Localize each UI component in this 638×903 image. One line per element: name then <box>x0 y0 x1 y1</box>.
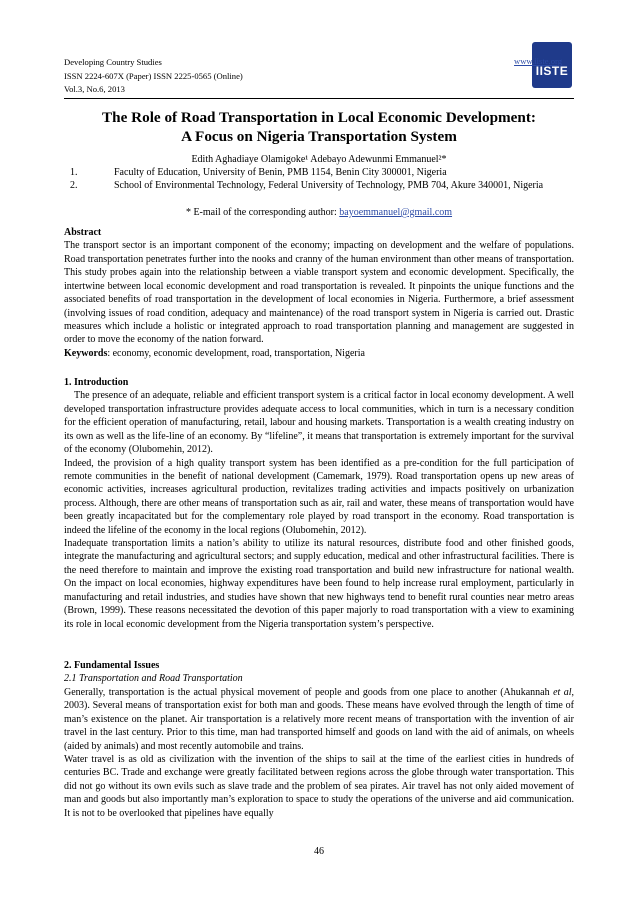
journal-issn: ISSN 2224-607X (Paper) ISSN 2225-0565 (Online) <box>64 70 243 81</box>
abstract-section <box>64 226 574 360</box>
page-number: 46 <box>314 846 324 857</box>
header-divider <box>64 98 574 99</box>
affiliation-text: School of Environmental Technology, Federal University of Technology, PMB 704, Akure 340001, Nigeria <box>114 180 544 192</box>
affiliation-text: Faculty of Education, University of Benin, PMB 1154, Benin City 300001, Nigeria <box>114 167 447 178</box>
section-1-heading: 1. Introduction <box>64 377 129 388</box>
title-line-1: The Role of Road Transportation in Local Economic Development: <box>102 109 536 126</box>
text-run: , 2003). Several means of transportation exist for both man and goods. These means have evolved through the length of time of man’s existence on the planet. Air transportation is a relatively more recent means of transportation with the invention of air travel in the last century. Prior to this time, man had transported himself and goods on land with the aid of animals, on wheels (aided by animals) and most recently automobile and trains. <box>64 686 574 752</box>
keywords-label: Keywords <box>64 347 108 359</box>
intro-paragraph-3: Inadequate transportation limits a nation’s ability to utilize its natural resources, distribute food and other finished goods, integrate the manufacturing and agricultural sectors; and supply education, medical and other infrastructural facilities. There is the need therefore to maintain and improve the existing road transportation and build new infrastructure for national wealth. On the impact on local economies, highway expenditures have been found to help increase rural employment, particularly in manufacturing and retail industries, and studies have shown that new highways tend to benefit rural counties near metro areas (Brown, 1999). These reasons necessitated the devotion of this paper majorly to road transportation with a view to examining its role in local economic development from the Nigeria transportation system’s perspective. <box>64 538 574 630</box>
email-link[interactable]: bayoemmanuel@gmail.com <box>339 207 453 218</box>
section-introduction <box>64 376 574 631</box>
affiliation-number: 2. <box>70 180 78 192</box>
journal-url-link[interactable]: www.iiste.org <box>514 56 562 66</box>
intro-paragraph-2: Indeed, the provision of a high quality transport system has been identified as a pre-condition for the full participation of remote communities in the benefit of national development (Camemark, 1979). Road transportation opens up new areas of economic activities, increases agricultural production, revitalizes trading activities and impacts positively on urbanization process. Although, there are other means of transportation such as air, rail and water, these means of transportation would have been greatly incapacitated but for the complementary role played by road transport in the economy. Road transportation is indeed the lifeline of the economy in the local regions (Olubomehin, 2012). <box>64 457 574 536</box>
keywords-text: : economy, economic development, road, transportation, Nigeria <box>107 347 365 359</box>
journal-header <box>64 56 243 97</box>
paper-title <box>64 108 574 146</box>
affiliation-2 <box>70 179 572 192</box>
corresponding-email <box>64 207 574 218</box>
affiliations <box>70 166 572 193</box>
citation-etal: et al <box>553 686 572 698</box>
logo-text: IISTE <box>535 64 569 78</box>
section-2-paragraph-1 <box>64 686 574 753</box>
section-2-heading: 2. Fundamental Issues <box>64 660 160 671</box>
text-run: Generally, transportation is the actual physical movement of people and goods from one place to another (Ahukannah <box>64 686 554 698</box>
affiliation-number: 1. <box>70 167 78 178</box>
abstract-text: The transport sector is an important component of the economy; impacting on development and the welfare of populations. Road transportation penetrates further into the nooks and cranny of the human environment than other means of transportation. This study probes again into the relationship between a viable transport system and economic development. Specifically, the intertwine between local economic development and road transportation is revealed. It pinpoints the unique functions and the associated benefits of road transportation in the development of local economies in Nigeria. Furthermore, a brief assessment (involving issues of road condition, adequacy and maintenance) of the road transport system in Nigeria is carried out. Drastic measures which include a holistic or integrated approach to road transportation planning and management are suggested in order to move the economy of the nation forward. <box>64 240 574 346</box>
title-line-2: A Focus on Nigeria Transportation System <box>181 128 457 145</box>
intro-paragraph-1: The presence of an adequate, reliable and efficient transport system is a critical factor in local economy development. A well developed transportation infrastructure provides adequate access to local communities, which in turn is a necessary condition for the efficient operation of manufacturing, retail, labour and housing markets. Transportation is a wealth creating industry on its own as well as the life-line of an economy. By “lifeline”, it means that transportation is extremely important for the survival of the economy (Olubomehin, 2012). <box>64 390 574 456</box>
email-prefix: * E-mail of the corresponding author: <box>185 207 340 218</box>
affiliation-1 <box>70 166 572 179</box>
keywords-line <box>64 347 574 360</box>
abstract-heading: Abstract <box>64 227 102 238</box>
subsection-2-1-heading: 2.1 Transportation and Road Transportation <box>64 673 243 685</box>
journal-volume: Vol.3, No.6, 2013 <box>64 84 125 95</box>
section-2-paragraph-2: Water travel is as old as civilization with the invention of the ships to sail at the time of the earliest cities in hundreds of centuries BC. Trade and exchange were greatly facilitated between regions across the globe through water transportation. This did not go without its own evils such as slave trade and the problem of sea pirates. Air travel has not only aided movement of man and goods but also importantly man’s exploration to space to study the operations of the universe and aid communication. It is not to be overlooked that pipelines have equally <box>64 753 574 819</box>
author-list: Edith Aghadiaye Olamigoke¹ Adebayo Adewunmi Emmanuel²* <box>191 154 447 165</box>
section-fundamental-issues <box>64 659 574 820</box>
journal-name: Developing Country Studies <box>64 57 162 67</box>
